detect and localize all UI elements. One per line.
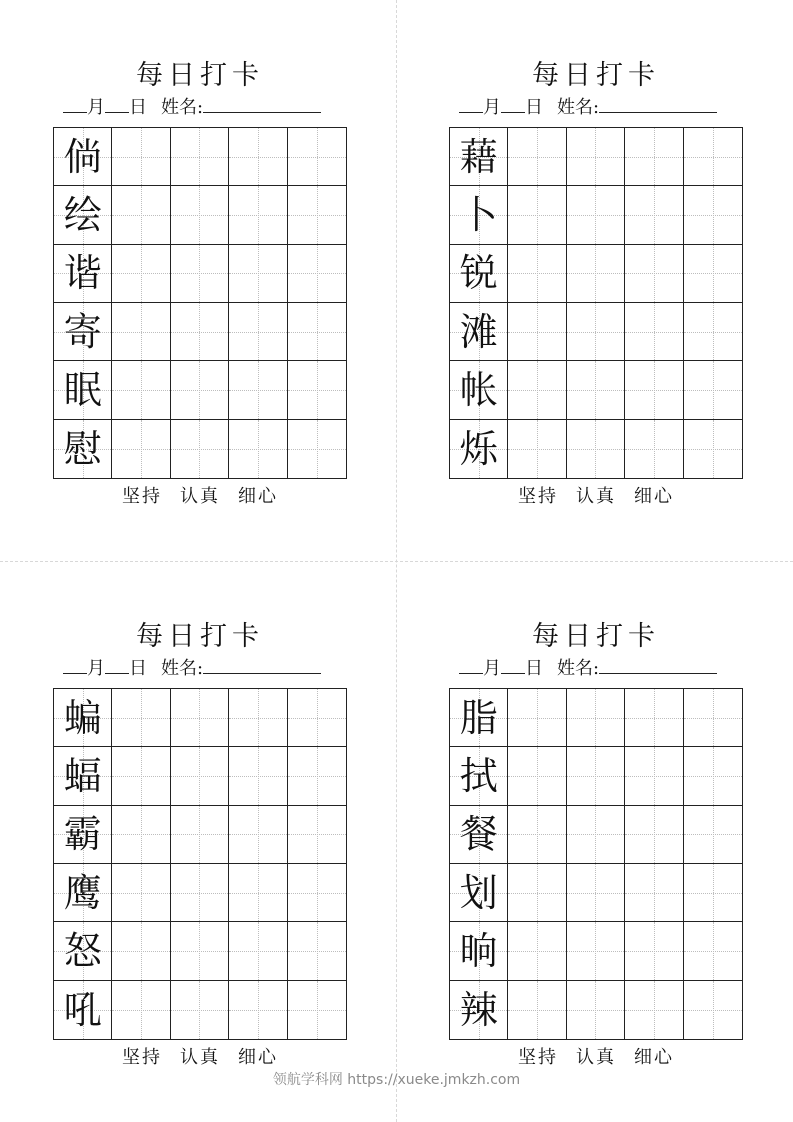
writing-cell[interactable]	[625, 245, 683, 303]
writing-cell[interactable]	[229, 245, 287, 303]
writing-cell[interactable]	[625, 922, 683, 980]
tian-grid	[53, 688, 347, 1040]
day-blank[interactable]	[105, 656, 129, 674]
writing-cell[interactable]	[112, 186, 170, 244]
model-character: 辣	[459, 987, 498, 1032]
writing-cell[interactable]	[171, 186, 229, 244]
writing-cell[interactable]	[112, 361, 170, 419]
writing-cell[interactable]	[625, 420, 683, 478]
writing-cell[interactable]	[625, 981, 683, 1039]
writing-cell[interactable]	[508, 303, 566, 361]
day-label: 日	[129, 658, 147, 679]
card-title: 每日打卡	[136, 621, 264, 652]
card-footer	[53, 1045, 347, 1071]
model-character-cell	[450, 922, 508, 980]
practice-card	[53, 0, 347, 507]
writing-cell[interactable]	[112, 747, 170, 805]
model-character-cell	[54, 806, 112, 864]
writing-cell[interactable]	[567, 186, 625, 244]
writing-cell[interactable]	[229, 922, 287, 980]
writing-cell[interactable]	[112, 981, 170, 1039]
card-title: 每日打卡	[532, 60, 660, 91]
writing-cell[interactable]	[508, 981, 566, 1039]
writing-cell[interactable]	[288, 981, 346, 1039]
writing-cell[interactable]	[684, 689, 742, 747]
model-character-cell	[450, 981, 508, 1039]
writing-cell[interactable]	[288, 420, 346, 478]
footer-motto: 认真	[576, 1047, 616, 1068]
writing-cell[interactable]	[684, 806, 742, 864]
model-character-cell	[450, 747, 508, 805]
writing-cell[interactable]	[112, 128, 170, 186]
model-character: 慰	[63, 426, 102, 471]
writing-cell[interactable]	[567, 689, 625, 747]
writing-cell[interactable]	[508, 420, 566, 478]
date-name-line	[63, 656, 321, 681]
model-character: 烁	[459, 426, 498, 471]
writing-cell[interactable]	[684, 864, 742, 922]
writing-cell[interactable]	[567, 303, 625, 361]
writing-cell[interactable]	[567, 420, 625, 478]
writing-cell[interactable]	[112, 864, 170, 922]
model-character-cell	[54, 128, 112, 186]
card-title: 每日打卡	[136, 60, 264, 91]
writing-cell[interactable]	[112, 922, 170, 980]
writing-cell[interactable]	[112, 303, 170, 361]
practice-card	[53, 561, 347, 1068]
writing-cell[interactable]	[171, 361, 229, 419]
writing-cell[interactable]	[171, 806, 229, 864]
footer-motto: 认真	[180, 1047, 220, 1068]
writing-cell[interactable]	[112, 806, 170, 864]
writing-cell[interactable]	[171, 922, 229, 980]
card-title: 每日打卡	[532, 621, 660, 652]
writing-cell[interactable]	[288, 806, 346, 864]
model-character: 脂	[459, 695, 498, 740]
writing-cell[interactable]	[684, 747, 742, 805]
writing-cell[interactable]	[625, 864, 683, 922]
model-character: 拭	[459, 753, 498, 798]
model-character-cell	[450, 128, 508, 186]
writing-cell[interactable]	[508, 245, 566, 303]
month-label: 月	[87, 97, 105, 118]
writing-cell[interactable]	[288, 747, 346, 805]
writing-cell[interactable]	[567, 922, 625, 980]
writing-cell[interactable]	[684, 128, 742, 186]
writing-cell[interactable]	[684, 981, 742, 1039]
day-label: 日	[525, 658, 543, 679]
model-character-cell	[54, 689, 112, 747]
writing-cell[interactable]	[229, 303, 287, 361]
name-label: 姓名:	[161, 658, 204, 679]
footer-motto: 坚持	[518, 486, 558, 507]
model-character-cell	[450, 361, 508, 419]
writing-cell[interactable]	[684, 186, 742, 244]
writing-cell[interactable]	[171, 864, 229, 922]
name-blank[interactable]	[203, 656, 321, 674]
writing-cell[interactable]	[508, 806, 566, 864]
model-character: 藉	[459, 134, 498, 179]
model-character-cell	[450, 186, 508, 244]
writing-cell[interactable]	[288, 864, 346, 922]
writing-cell[interactable]	[684, 420, 742, 478]
model-character: 卜	[459, 192, 498, 237]
writing-cell[interactable]	[567, 361, 625, 419]
tian-grid	[449, 688, 743, 1040]
date-name-line	[459, 656, 717, 681]
writing-cell[interactable]	[229, 806, 287, 864]
writing-cell[interactable]	[508, 922, 566, 980]
model-character-cell	[54, 922, 112, 980]
tian-grid	[449, 127, 743, 479]
name-label: 姓名:	[557, 97, 600, 118]
writing-cell[interactable]	[567, 128, 625, 186]
model-character-cell	[54, 981, 112, 1039]
model-character-cell	[450, 420, 508, 478]
writing-cell[interactable]	[229, 420, 287, 478]
writing-cell[interactable]	[288, 186, 346, 244]
name-label: 姓名:	[161, 97, 204, 118]
writing-cell[interactable]	[229, 981, 287, 1039]
writing-cell[interactable]	[625, 128, 683, 186]
writing-cell[interactable]	[112, 689, 170, 747]
writing-cell[interactable]	[567, 864, 625, 922]
writing-cell[interactable]	[684, 245, 742, 303]
model-character: 滩	[459, 309, 498, 354]
month-blank[interactable]	[459, 656, 483, 674]
footer-motto: 坚持	[518, 1047, 558, 1068]
footer-motto: 坚持	[122, 486, 162, 507]
writing-cell[interactable]	[625, 747, 683, 805]
card-footer	[53, 484, 347, 510]
name-blank[interactable]	[599, 95, 717, 113]
model-character-cell	[54, 186, 112, 244]
model-character-cell	[54, 245, 112, 303]
writing-cell[interactable]	[229, 864, 287, 922]
writing-cell[interactable]	[171, 303, 229, 361]
writing-cell[interactable]	[229, 361, 287, 419]
writing-cell[interactable]	[508, 361, 566, 419]
card-footer	[449, 1045, 743, 1071]
writing-cell[interactable]	[171, 981, 229, 1039]
writing-cell[interactable]	[288, 361, 346, 419]
writing-cell[interactable]	[288, 922, 346, 980]
card-footer	[449, 484, 743, 510]
month-blank[interactable]	[459, 95, 483, 113]
month-label: 月	[87, 658, 105, 679]
writing-cell[interactable]	[288, 128, 346, 186]
model-character: 鹰	[63, 870, 102, 915]
model-character-cell	[450, 245, 508, 303]
footer-motto: 坚持	[122, 1047, 162, 1068]
model-character-cell	[54, 303, 112, 361]
footer-motto: 细心	[634, 486, 674, 507]
practice-card	[449, 561, 743, 1068]
model-character: 晌	[459, 928, 498, 973]
writing-cell[interactable]	[171, 128, 229, 186]
model-character: 划	[459, 870, 498, 915]
model-character: 谐	[63, 251, 102, 296]
month-blank[interactable]	[63, 95, 87, 113]
writing-cell[interactable]	[229, 689, 287, 747]
name-blank[interactable]	[599, 656, 717, 674]
model-character: 寄	[63, 309, 102, 354]
model-character-cell	[450, 689, 508, 747]
writing-cell[interactable]	[625, 186, 683, 244]
footer-motto: 认真	[180, 486, 220, 507]
writing-cell[interactable]	[684, 303, 742, 361]
footer-motto: 细心	[238, 486, 278, 507]
model-character-cell	[54, 420, 112, 478]
writing-cell[interactable]	[567, 245, 625, 303]
writing-cell[interactable]	[171, 747, 229, 805]
writing-cell[interactable]	[625, 806, 683, 864]
writing-cell[interactable]	[508, 689, 566, 747]
writing-cell[interactable]	[288, 689, 346, 747]
writing-cell[interactable]	[567, 981, 625, 1039]
model-character-cell	[54, 361, 112, 419]
writing-cell[interactable]	[229, 747, 287, 805]
model-character-cell	[450, 303, 508, 361]
model-character: 霸	[63, 812, 102, 857]
writing-cell[interactable]	[625, 361, 683, 419]
model-character-cell	[450, 864, 508, 922]
writing-cell[interactable]	[112, 245, 170, 303]
writing-cell[interactable]	[288, 245, 346, 303]
writing-cell[interactable]	[112, 420, 170, 478]
model-character: 蝙	[63, 695, 102, 740]
day-label: 日	[525, 97, 543, 118]
month-label: 月	[483, 97, 501, 118]
footer-motto: 认真	[576, 486, 616, 507]
writing-cell[interactable]	[625, 689, 683, 747]
name-label: 姓名:	[557, 658, 600, 679]
model-character: 蝠	[63, 753, 102, 798]
model-character: 怒	[63, 928, 102, 973]
tian-grid	[53, 127, 347, 479]
practice-card	[449, 0, 743, 507]
writing-cell[interactable]	[171, 689, 229, 747]
month-blank[interactable]	[63, 656, 87, 674]
writing-cell[interactable]	[508, 864, 566, 922]
date-name-line	[63, 95, 321, 120]
writing-cell[interactable]	[625, 303, 683, 361]
model-character: 锐	[459, 251, 498, 296]
writing-cell[interactable]	[229, 186, 287, 244]
model-character-cell	[54, 747, 112, 805]
writing-cell[interactable]	[508, 186, 566, 244]
watermark-text: 领航学科网 https://xueke.jmkzh.com	[272, 1072, 521, 1088]
writing-cell[interactable]	[288, 303, 346, 361]
day-label: 日	[129, 97, 147, 118]
writing-cell[interactable]	[684, 922, 742, 980]
footer-motto: 细心	[634, 1047, 674, 1068]
model-character: 绘	[63, 192, 102, 237]
writing-cell[interactable]	[567, 747, 625, 805]
model-character: 吼	[63, 987, 102, 1032]
day-blank[interactable]	[501, 656, 525, 674]
model-character: 倘	[63, 134, 102, 179]
model-character-cell	[54, 864, 112, 922]
date-name-line	[459, 95, 717, 120]
writing-cell[interactable]	[567, 806, 625, 864]
writing-cell[interactable]	[684, 361, 742, 419]
model-character: 帐	[459, 367, 498, 412]
footer-motto: 细心	[238, 1047, 278, 1068]
name-blank[interactable]	[203, 95, 321, 113]
model-character: 餐	[459, 812, 498, 857]
month-label: 月	[483, 658, 501, 679]
writing-cell[interactable]	[508, 747, 566, 805]
day-blank[interactable]	[105, 95, 129, 113]
model-character: 眠	[63, 367, 102, 412]
writing-cell[interactable]	[229, 128, 287, 186]
model-character-cell	[450, 806, 508, 864]
writing-cell[interactable]	[508, 128, 566, 186]
day-blank[interactable]	[501, 95, 525, 113]
writing-cell[interactable]	[171, 245, 229, 303]
writing-cell[interactable]	[171, 420, 229, 478]
